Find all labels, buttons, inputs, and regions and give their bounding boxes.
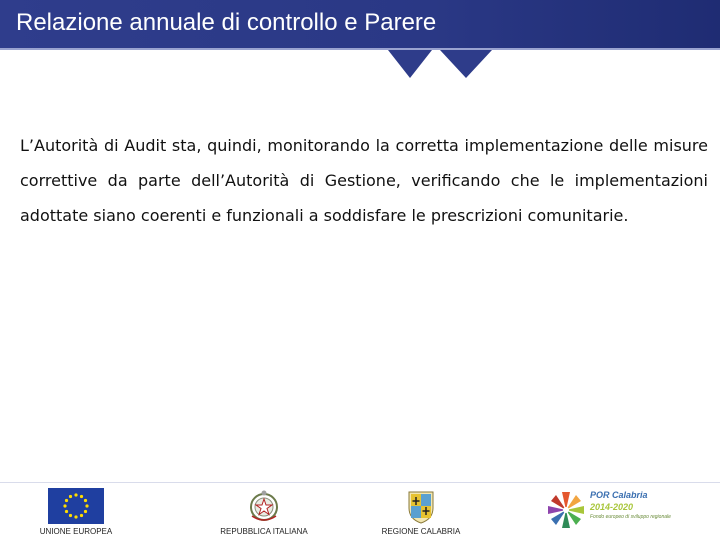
por-subtitle: Fondo europeo di sviluppo regionale [590, 514, 671, 520]
logo-label-unione-europea: UNIONE EUROPEA [39, 527, 113, 536]
chevron-down-icon [388, 50, 498, 86]
logo-unione-europea [40, 488, 112, 536]
por-title: POR Calabria [590, 490, 648, 500]
header-divider [0, 48, 720, 50]
logo-regione-calabria [378, 488, 464, 536]
body-paragraph: L’Autorità di Audit sta, quindi, monitorando la corretta implementazione delle misure correttive da parte dell’Autorità di Gestione, verificando che le implementazioni adottate siano coerenti e funzionali a soddisfare le prescrizioni comunitarie. [20, 136, 708, 225]
header-bar [0, 0, 720, 48]
eu-flag-icon [48, 488, 104, 524]
footer-divider [0, 482, 720, 483]
por-years: 2014-2020 [590, 502, 634, 512]
logo-label-repubblica-italiana: REPUBBLICA ITALIANA [220, 527, 308, 536]
calabria-coat-of-arms-icon [403, 488, 439, 524]
logo-label-regione-calabria: REGIONE CALABRIA [381, 527, 461, 536]
por-calabria-logo-icon [544, 488, 588, 532]
italian-emblem-icon [246, 488, 282, 524]
logo-repubblica-italiana [218, 488, 310, 536]
page-title: Relazione annuale di controllo e Parere [16, 9, 437, 36]
logo-por-calabria [544, 488, 680, 532]
